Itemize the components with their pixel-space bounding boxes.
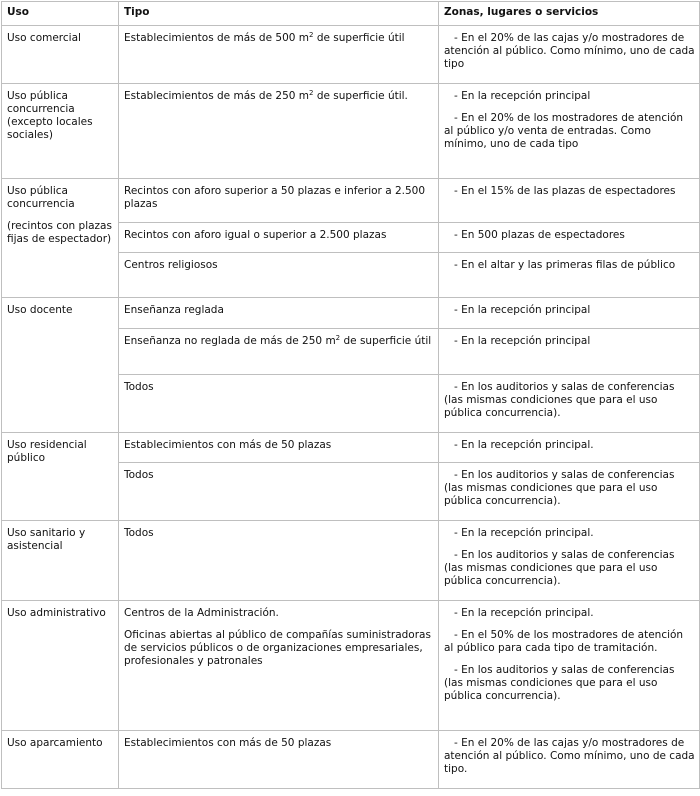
table-header-row [2, 2, 700, 26]
zona-item: - En los auditorios y salas de conferencias (las mismas condiciones que para el uso pública concurrencia). [444, 549, 675, 587]
zona-item: - En la recepción principal. [454, 607, 594, 619]
uso-note: (recintos con plazas fijas de espectador) [7, 220, 112, 245]
tipo-cell: Enseñanza reglada [119, 298, 439, 329]
zona-item: - En 500 plazas de espectadores [454, 229, 625, 241]
zonas-cell [439, 84, 700, 179]
tipo-cell: Todos [119, 521, 439, 601]
uso-cell: Uso comercial [2, 26, 119, 84]
zonas-cell [439, 731, 700, 789]
tipo-item: Oficinas abiertas al público de compañías suministradoras de servicios públicos o de organizaciones empresariales, profesionales y patronales [124, 629, 431, 667]
uso-cell: Uso sanitario y asistencial [2, 521, 119, 601]
zona-item: - En el 50% de los mostradores de atención al público para cada tipo de tramitación. [444, 629, 684, 654]
header-tipo: Tipo [119, 2, 439, 26]
zonas-cell [439, 253, 700, 298]
uso-cell: Uso aparcamiento [2, 731, 119, 789]
table-row [2, 521, 700, 601]
tipo-cell: Centros religiosos [119, 253, 439, 298]
tipo-cell: Enseñanza no reglada de más de 250 $m^2$ de superficie útil [119, 329, 439, 375]
tipo-cell: Establecimientos con más de 50 plazas [119, 433, 439, 463]
tipo-cell: Recintos con aforo superior a 50 plazas e inferior a 2.500 plazas [119, 179, 439, 223]
table-row [2, 433, 700, 463]
zona-item: - En el 20% de las cajas y/o mostradores de atención al público. Como mínimo, uno de cada tipo [444, 32, 695, 70]
zonas-cell [439, 223, 700, 253]
zona-item: - En el 15% de las plazas de espectadores [454, 185, 676, 197]
table-row [2, 84, 700, 179]
table-row [2, 601, 700, 731]
zonas-cell [439, 179, 700, 223]
tipo-cell: Establecimientos con más de 50 plazas [119, 731, 439, 789]
table-row [2, 731, 700, 789]
zonas-cell [439, 375, 700, 433]
zonas-cell [439, 463, 700, 521]
zonas-cell [439, 26, 700, 84]
uso-cell: Uso pública concurrencia (excepto locales sociales) [2, 84, 119, 179]
zonas-cell [439, 521, 700, 601]
zona-item: - En la recepción principal [454, 335, 591, 347]
table-row [2, 298, 700, 329]
zonas-cell [439, 298, 700, 329]
uso-cell: Uso administrativo [2, 601, 119, 731]
tipo-cell [119, 601, 439, 731]
header-zonas: Zonas, lugares o servicios [439, 2, 700, 26]
zona-item: - En los auditorios y salas de conferencias (las mismas condiciones que para el uso pública concurrencia). [444, 664, 675, 702]
zonas-cell [439, 433, 700, 463]
zona-item: - En la recepción principal [454, 90, 591, 102]
zona-item: - En la recepción principal. [454, 527, 594, 539]
zona-item: - En el 20% de los mostradores de atención al público y/o venta de entradas. Como mínimo, uno de cada tipo [444, 112, 684, 150]
tipo-cell: Establecimientos de más de 500 $m^2$ de superficie útil [119, 26, 439, 84]
header-uso: Uso [2, 2, 119, 26]
zona-item: - En la recepción principal [454, 304, 591, 316]
table-row [2, 26, 700, 84]
zona-item: - En el altar y las primeras filas de público [454, 259, 676, 271]
zonas-cell [439, 601, 700, 731]
table-row [2, 179, 700, 223]
tipo-cell: Recintos con aforo igual o superior a 2.500 plazas [119, 223, 439, 253]
tipo-item: Centros de la Administración. [124, 607, 279, 619]
zona-item: - En los auditorios y salas de conferencias (las mismas condiciones que para el uso pública concurrencia). [444, 381, 675, 419]
zona-item: - En la recepción principal. [454, 439, 594, 451]
tipo-cell: Todos [119, 463, 439, 521]
uso-cell: Uso residencial público [2, 433, 119, 521]
accessibility-table [1, 1, 700, 789]
zona-item: - En el 20% de las cajas y/o mostradores de atención al público. Como mínimo, uno de cada tipo. [444, 737, 695, 775]
zonas-cell [439, 329, 700, 375]
tipo-cell: Todos [119, 375, 439, 433]
uso-cell: Uso pública concurrencia (recintos con plazas fijas de espectador) [2, 179, 119, 298]
tipo-cell: Establecimientos de más de 250 $m^2$ de superficie útil. [119, 84, 439, 179]
uso-cell: Uso docente [2, 298, 119, 433]
zona-item: - En los auditorios y salas de conferencias (las mismas condiciones que para el uso pública concurrencia). [444, 469, 675, 507]
